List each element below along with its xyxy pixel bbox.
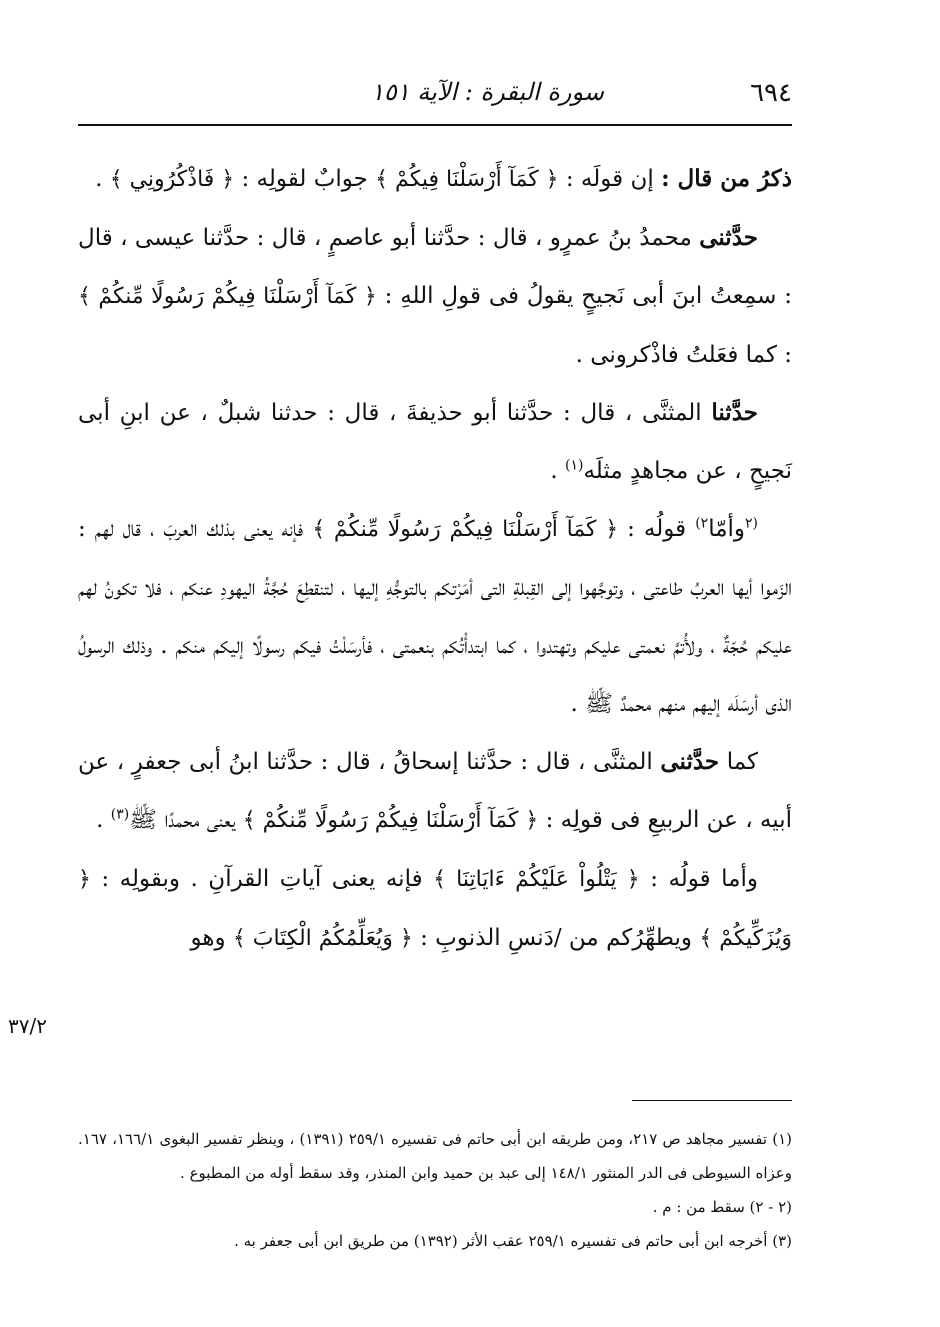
text: وأمّا (708, 516, 746, 542)
text: فإنه يعنى بذلك العربَ ، قال لهم : الزَموا أيها العربُ طاعتى ، وتوجَّهوا إلى القِبلةِ التى أمَرْتكم بالتوجُّهِ إليها ، لتنقطِعَ حُجَّةُ اليهودِ عنكم ، فلا تكونُ لهم عليكم حُجّةٌ ، ولأُتمَّ نعمتى عليكم وتهتدوا ، كما ابتدأْتُكم بنعمتى ، فأرسَلْتُ فيكم رسولًا إليكم منكم . وذلك الرسولُ الذى أرسَلَه إليهم منهم محمدٌ ﷺ . (78, 516, 792, 717)
margin-reference: ٣٧/٢ (8, 1014, 47, 1038)
quran-verse: ﴿ كَمَآ أَرْسَلْنَا فِيكُمْ ﴾ (375, 167, 559, 192)
text: : كما فعَلتُ فاذْكرونى . (575, 342, 792, 368)
header-rule (78, 124, 792, 126)
footnote-marker: ٢) (695, 515, 709, 532)
text: قولُه : (618, 516, 696, 542)
text: محمدُ بنُ عمرٍو ، قال : حدَّثنا أبو عاصمٍ ، قال : حدَّثنا عيسى ، قال : سمِعتُ ابنَ أبى نَجيحٍ يقولُ فى قولِ اللهِ : (78, 225, 792, 309)
quran-verse: ﴿ كَمَآ أَرْسَلْنَا فِيكُمْ رَسُولًا مِّنكُمْ ﴾ (312, 517, 619, 542)
footnote-2: (٢ - ٢) سقط من : م . (652, 1198, 792, 1216)
text: المثنَّى ، قال : حدَّثنا أبو حذيفةَ ، قال : حدثنا شبلٌ ، عن ابنِ أبى نَجيحٍ ، عن مجاهدٍ مثلَه (78, 400, 792, 484)
text: . (95, 166, 110, 192)
footnote-marker: (٢ (745, 515, 759, 532)
text: . (550, 458, 565, 484)
page-number: ٦٩٤ (750, 78, 792, 108)
text: . (96, 807, 111, 833)
text: كما (719, 749, 758, 775)
text: وأما قولُه : (639, 866, 758, 892)
text: فإنه يعنى آياتِ القرآنِ . وبقولِه : (90, 866, 434, 892)
quran-verse: ﴿ وَيُزَكِّيكُمْ ﴾ (78, 867, 792, 951)
quran-verse: ﴿ يَتْلُواْ عَلَيْكُمْ ءَايَاتِنَا ﴾ (433, 867, 640, 892)
quran-verse: ﴿ وَيُعَلِّمُكُمُ الْكِتَابَ ﴾ (232, 926, 413, 951)
footnote-1: (١) تفسير مجاهد ص ٢١٧، ومن طريقه ابن أبى حاتم فى تفسيره ٢٥٩/١ (١٣٩١) ، وينظر تفسير البغوى ١٦٦/١، ١٦٧. وعزاه السيوطى فى الدر المنثور ١٤٨/١ إلى عبد بن حميد وابن المنذر، وقد سقط أوله من المطبوع . (78, 1130, 793, 1182)
isnad-lead: حدَّثنى (660, 748, 720, 775)
quran-verse: ﴿ كَمَآ أَرْسَلْنَا فِيكُمْ رَسُولًا مِّنكُمْ ﴾ (242, 808, 539, 833)
main-text (78, 150, 792, 968)
paragraph-2 (78, 209, 792, 384)
section-lead: ذكرُ من قال : (661, 165, 792, 192)
paragraph-1 (78, 150, 792, 209)
isnad-lead: حدَّثنى (699, 224, 758, 251)
paragraph-4 (78, 500, 792, 733)
page-header (78, 72, 792, 120)
text: ويطهِّرُكم من /دَنسِ الذنوبِ : (412, 925, 700, 951)
text: المثنَّى ، قال : حدَّثنا إسحاقُ ، قال : حدَّثنا ابنُ أبى جعفرٍ ، عن أبيه ، عن الربيعِ فى قولِه : (78, 749, 792, 833)
quran-verse: ﴿ فَاذْكُرُونِي ﴾ (109, 167, 235, 192)
footnotes (78, 1122, 792, 1258)
text: إن قولَه : (558, 166, 662, 192)
footnote-marker: (١) (565, 457, 584, 474)
text: جوابٌ لقولِه : (234, 166, 376, 192)
text: يعنى محمدًا ﷺ (129, 807, 243, 833)
footnote-separator (632, 1100, 792, 1101)
footnote-marker: (٣) (110, 806, 130, 823)
isnad-lead: حدَّثنا (711, 399, 758, 426)
paragraph-3 (78, 384, 792, 500)
footnote-3: (٣) أخرجه ابن أبى حاتم فى تفسيره ٢٥٩/١ عقب الأثر (١٣٩٢) من طريق ابن أبى جعفر به . (234, 1232, 792, 1250)
paragraph-5 (78, 733, 792, 850)
text: وهو (190, 925, 233, 951)
running-title: سورة البقرة : الآية ١٥١ (370, 78, 604, 106)
quran-verse: ﴿ كَمَآ أَرْسَلْنَا فِيكُمْ رَسُولًا مِّنكُمْ ﴾ (78, 284, 377, 309)
paragraph-6 (78, 850, 792, 968)
